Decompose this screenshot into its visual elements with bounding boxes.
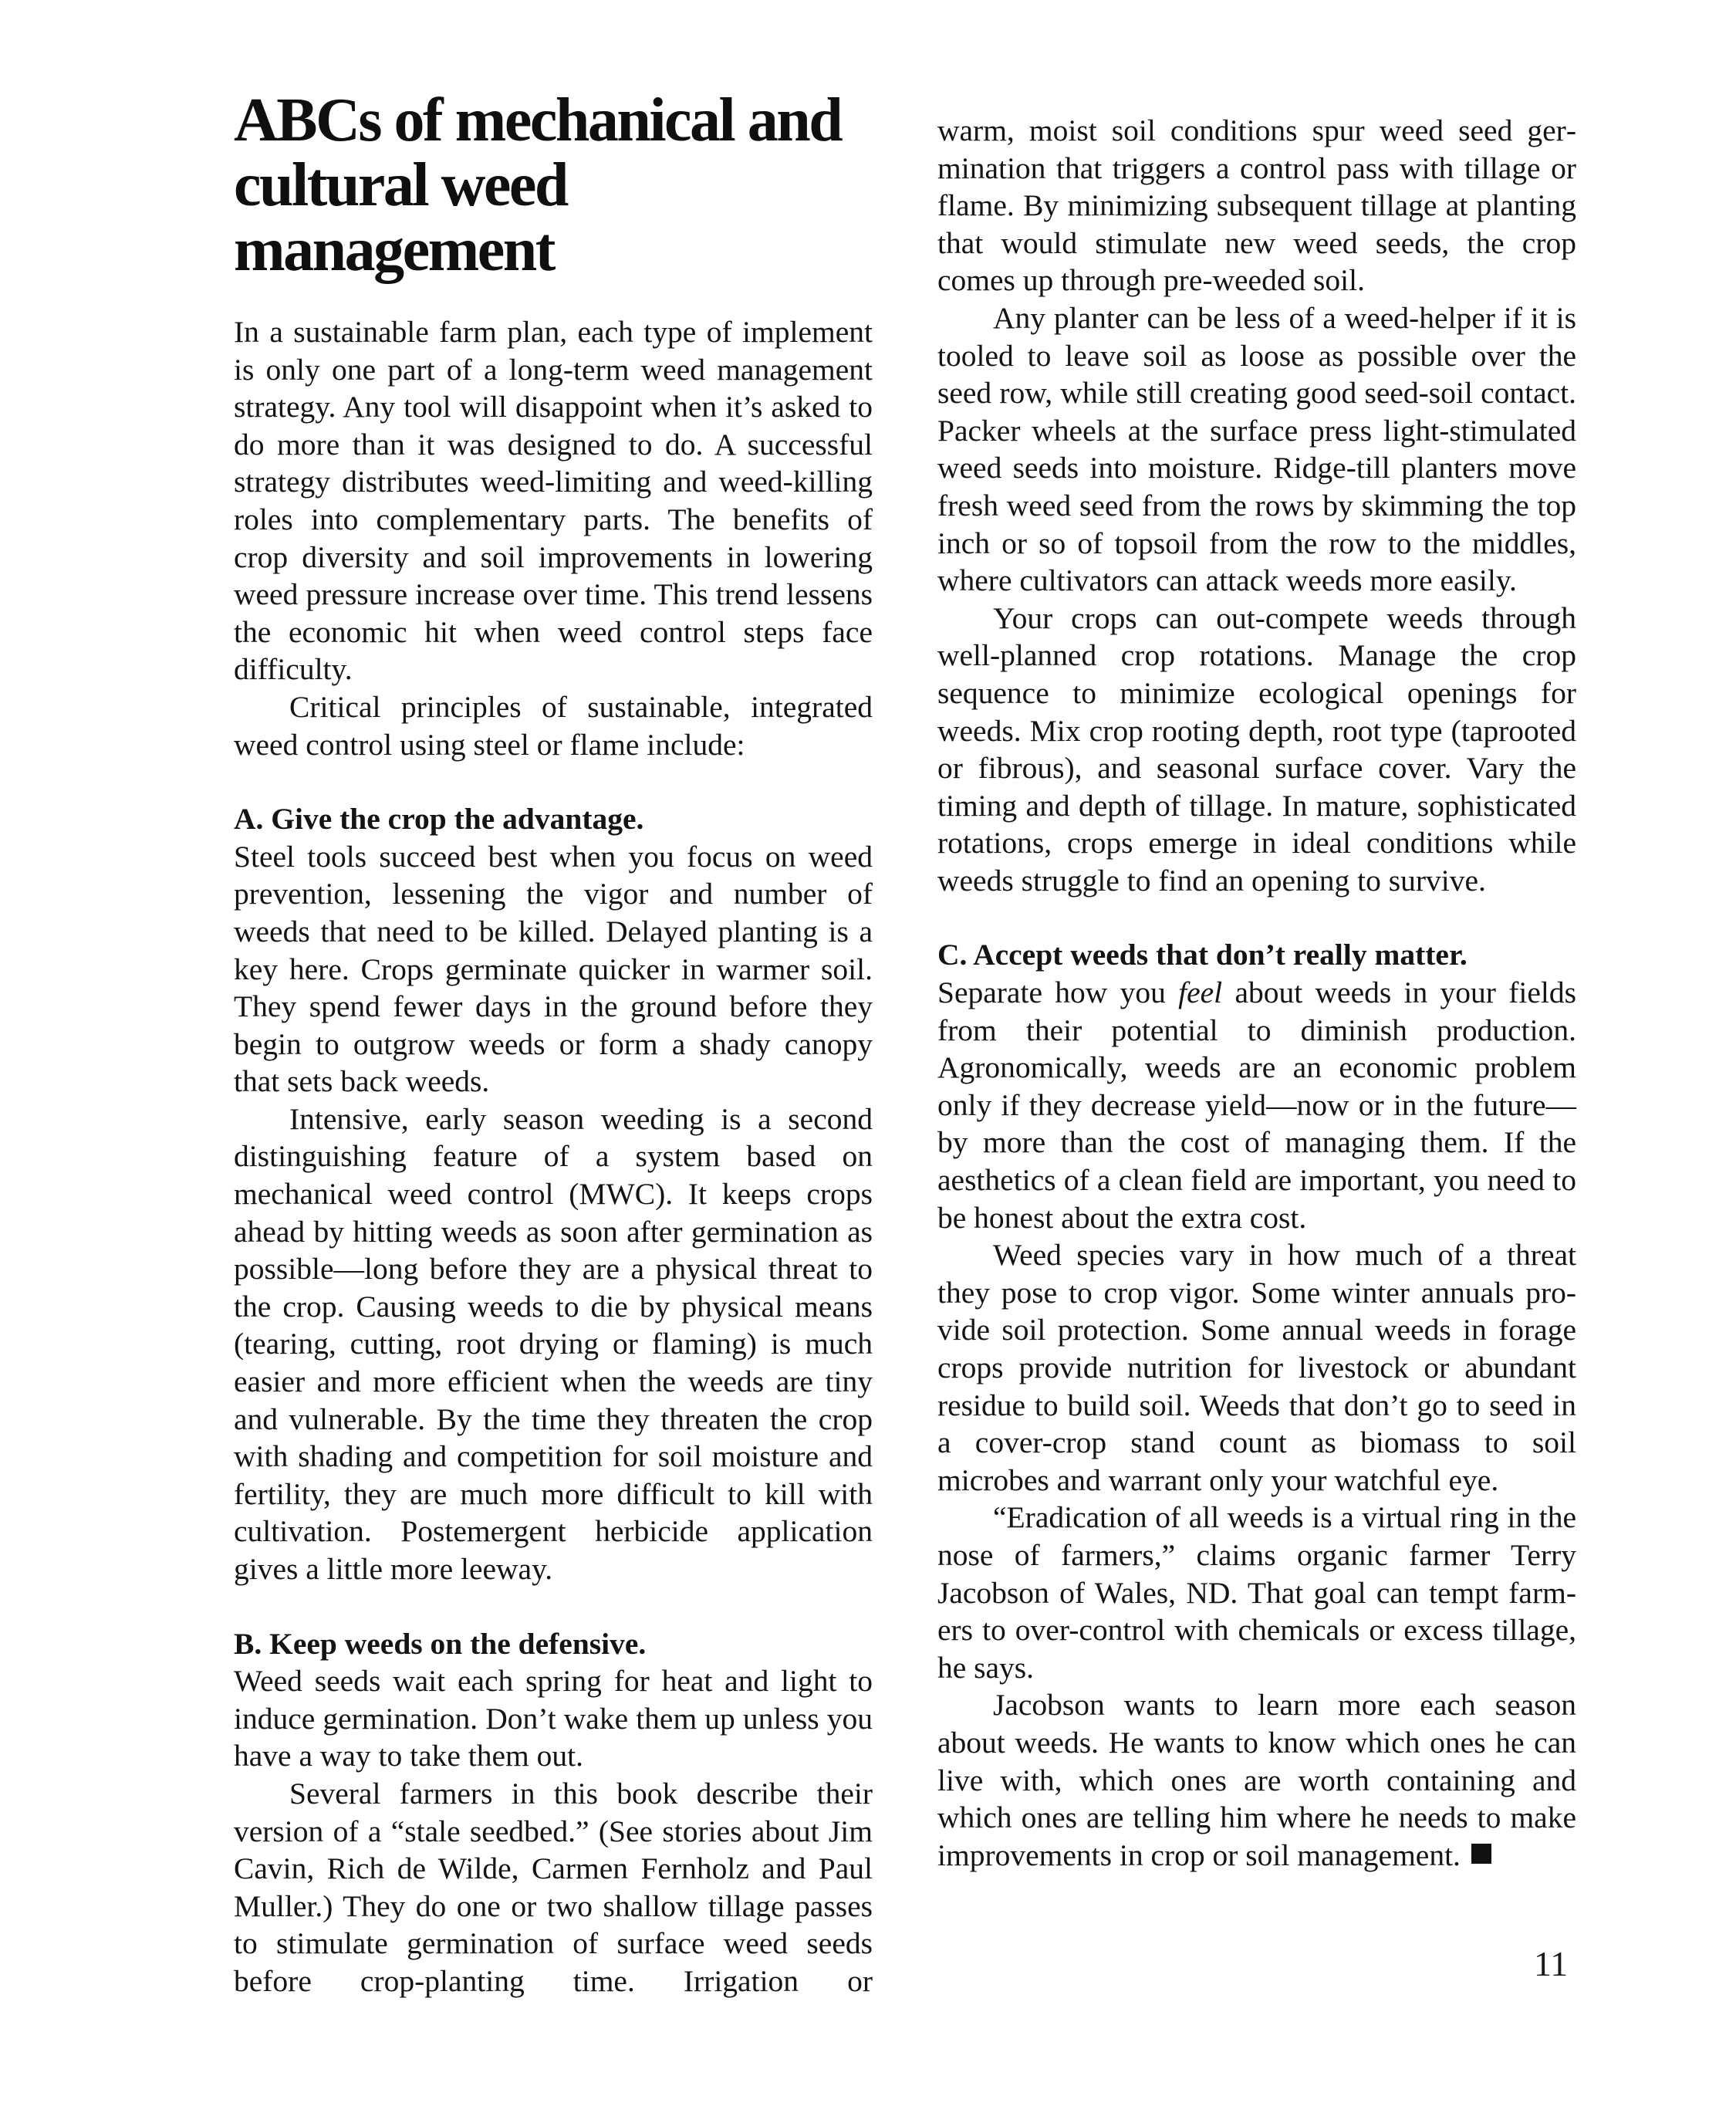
section-c-p4-text: Jacobson wants to learn more each season about weeds. He wants to know which ones he can live with, which ones are worth containing and which ones are telling him where he needs to make improvements in crop or soil management.	[937, 1688, 1576, 1872]
section-c-p1-after: about weeds in your fields from their potential to diminish production. Agronomically, weeds are an economic problem only if they decrease yield—now or in the future—by more than the cost of managing them. If the aesthetics of a clean field are important, you need to be honest about the extra cost.	[937, 975, 1576, 1235]
section-b-paragraph-3: Any planter can be less of a weed-helper if it is tooled to leave soil as loose as possible over the seed row, while still creating good seed-soil contact. Packer wheels at the surface press light-stimulated weed seeds into moisture. Ridge-till planters move fresh weed seed from the rows by skimming the top inch or so of topsoil from the row to the middles, where cultivators can attack weeds more easily.	[937, 300, 1576, 598]
section-c-p1-before: Separate how you	[937, 975, 1179, 1010]
section-c-paragraph-2: Weed species vary in how much of a threat they pose to crop vigor. Some winter annuals provide soil protection. Some annual weeds in forage crops provide nutrition for livestock or abundant residue to build soil. Weeds that don’t go to seed in a cover-crop stand count as biomass to soil microbes and warrant only your watchful eye.	[937, 1238, 1576, 1497]
section-b-paragraph-4: Your crops can out-compete weeds through well-planned crop rotations. Manage the crop sequence to minimize ecological openings for weeds. Mix crop rooting depth, root type (taprooted or fibrous), and seasonal surface cover. Vary the timing and depth of tillage. In mature, sophisticated rotations, crops emerge in ideal conditions while weeds struggle to find an opening to survive.	[937, 600, 1576, 898]
section-a-paragraph-2: Intensive, early season weeding is a second distinguishing feature of a system based on mechanical weed control (MWC). It keeps crops ahead by hitting weeds as soon after germination as possible—long before they are a physical threat to the crop. Causing weeds to die by physical means (tearing, cutting, root drying or flaming) is much easier and more efficient when the weeds are tiny and vulnerable. By the time they threaten the crop with shading and competition for soil moisture and fertility, they are much more difficult to kill with cultivation. Postemergent herbicide application gives a little more leeway.	[234, 1101, 873, 1586]
left-column	[234, 77, 873, 2000]
section-c-paragraph-1	[937, 974, 1576, 1236]
section-c-heading: C. Accept weeds that don’t really matter.	[937, 938, 1467, 972]
section-c-paragraph-4	[937, 1686, 1576, 1874]
article-title	[234, 88, 873, 282]
section-b-paragraph-2-start: Several farmers in this book describe their version of a “stale seedbed.” (See stories about Jim Cavin, Rich de Wilde, Carmen Fernholz and Paul Muller.) They do one or two shallow tillage passes to stimulate germination of surface weed seeds before crop-planting time. Irrigation or	[234, 1776, 873, 1998]
section-c-paragraph-3: “Eradication of all weeds is a virtual ring in the nose of farmers,” claims organic farmer Terry Jacobson of Wales, ND. That goal can tempt farmers to over-control with chemicals or excess tillage, he says.	[937, 1500, 1576, 1685]
intro-paragraph: In a sustainable farm plan, each type of implement is only one part of a long-term weed management strategy. Any tool will disappoint when it’s asked to do more than it was designed to do. A successful strategy distributes weed-limiting and weed-killing roles into complementary parts. The benefits of crop diversity and soil improvements in lowering weed pressure increase over time. This trend lessens the economic hit when weed control steps face difficulty.	[234, 315, 873, 687]
end-of-article-mark	[1471, 1844, 1491, 1864]
title-line-2: cultural weed management	[234, 151, 567, 284]
section-a-paragraph-1: Steel tools succeed best when you focus on weed prevention, lessening the vigor and number of weeds that need to be killed. Delayed planting is a key here. Crops germinate quicker in warmer soil. They spend fewer days in the ground before they begin to outgrow weeds or form a shady canopy that sets back weeds.	[234, 839, 873, 1099]
page-number: 11	[1534, 1944, 1569, 1983]
section-a-heading: A. Give the crop the advantage.	[234, 802, 644, 837]
section-c-p1-emphasis: feel	[1178, 975, 1223, 1010]
section-b-heading: B. Keep weeds on the defensive.	[234, 1626, 647, 1661]
right-column	[937, 112, 1576, 1874]
principles-intro-paragraph: Critical principles of sustainable, integrated weed control using steel or flame include:	[234, 689, 873, 762]
title-line-1: ABCs of mechanical and	[234, 86, 842, 154]
section-b-paragraph-2-continued: warm, moist soil conditions spur weed seed germination that triggers a control pass with tillage or flame. By minimizing subsequent tillage at planting that would stimulate new weed seeds, the crop comes up through pre-weeded soil.	[937, 113, 1576, 298]
section-b-paragraph-1: Weed seeds wait each spring for heat and light to induce germination. Don’t wake them up unless you have a way to take them out.	[234, 1664, 873, 1773]
